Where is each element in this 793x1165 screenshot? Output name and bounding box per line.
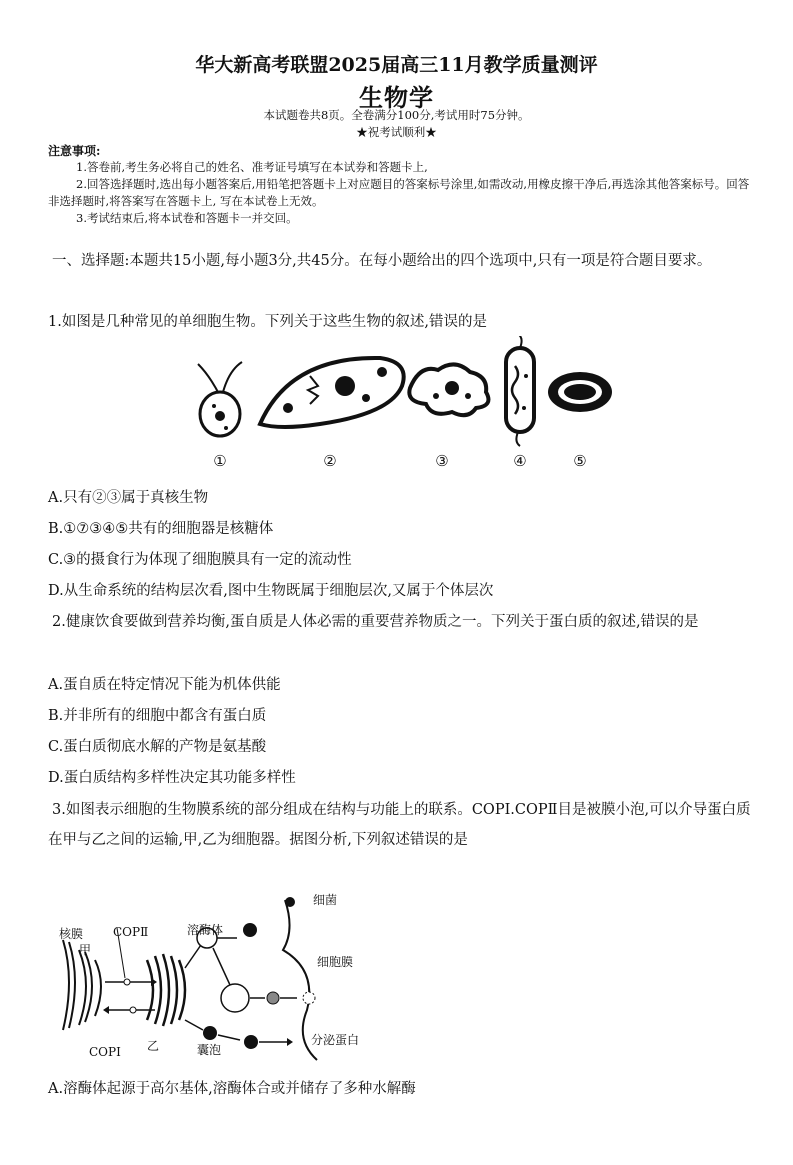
copi-arrowhead [103,1006,109,1014]
question-2-option-c: C.蛋白质彻底水解的产物是氨基酸 [48,739,267,755]
notice-item-2: 2.回答选择题时,选出每小题答案后,用铅笔把答题卡上对应题目的答案标号涂里,如需改动,用橡皮擦干净后,再选涂其他答案标号。回答非选择题时,将答案写在答题卡上, 写在本试卷上无效。 [48,177,750,208]
label-secretory-protein: 分泌蛋白 [311,1033,360,1047]
question-3-option-a: A.溶酶体起源于高尔基体,溶酶体合或并储存了多种水解酶 [48,1081,416,1097]
question-1-option-d: D.从生命系统的结构层次看,图中生物既属于细胞层次,又属于个体层次 [48,583,494,599]
label-cell-membrane: 细胞膜 [317,955,354,969]
label-bacteria: 细菌 [313,893,338,907]
notice-item-1: 1.答卷前,考生务必将自己的姓名、准考证号填写在本试券和答题卡上, [76,160,428,174]
label-vesicle: 囊泡 [197,1043,222,1057]
figure-label-3: ③ [435,452,449,470]
label-copi: COPⅠ [89,1045,121,1059]
exam-title: 华大新高考联盟2025届高三11月教学质量测评 [195,54,598,76]
exam-info: 本试题卷共8页。全卷满分100分,考试用时75分钟。 [263,108,530,122]
figure-label-1: ① [213,452,227,470]
question-1-stem: 1.如图是几种常见的单细胞生物。下列关于这些生物的叙述,错误的是 [48,314,487,330]
exam-wish: ★祝考试顺利★ [356,125,437,139]
label-jia: 甲 [79,943,92,957]
section-instructions: 一、选择题:本题共15小题,每小题3分,共45分。在每小题给出的四个选项中,只有一项是符合题目要求。 [52,253,712,269]
notice-heading: 注意事项: [48,144,101,158]
question-3-figure [55,890,385,1065]
organism-5-figure [548,372,612,412]
organism-1-figure [198,362,242,436]
label-yi: 乙 [147,1039,160,1053]
figure-label-5: ⑤ [573,452,587,470]
notice-item-3: 3.考试结束后,将本试卷和答题卡一并交回。 [76,211,298,225]
question-2-option-a: A.蛋自质在特定情况下能为机体供能 [48,677,281,693]
question-3-stem: 3.如图表示细胞的生物膜系统的部分组成在结构与功能上的联系。COPI.COPⅡ目是被膜小泡,可以介导蛋白质在甲与乙之间的运输,甲,乙为细胞器。据图分析,下列叙述错误的是 [48,802,751,848]
subject-title: 生物学 [359,83,434,112]
label-lysosome: 溶酶体 [187,923,224,937]
bacteria-figure [285,897,295,907]
vesicle-figure-2 [244,1035,258,1049]
bacteria-vesicle [243,923,257,937]
organism-4-figure [506,336,534,446]
question-2-stem: 2.健康饮食要做到营养均衡,蛋自质是人体必需的重要营养物质之一。下列关于蛋白质的叙述,错误的是 [52,614,699,630]
phagolysosome-figure [221,984,249,1012]
organism-2-figure [260,358,404,427]
vesicle-figure-1 [203,1026,217,1040]
question-1-option-b: B.①⑦③④⑤共有的细胞器是核糖体 [48,521,274,537]
question-2-option-b: B.并非所有的细胞中都含有蛋白质 [48,708,267,724]
question-1-option-c: C.③的摄食行为体现了细胞膜具有一定的流动性 [48,552,352,568]
label-nuclear-membrane: 核膜 [59,927,84,941]
organism-3-figure [409,364,488,415]
figure-label-4: ④ [513,452,527,470]
golgi-figure [147,954,185,1026]
question-1-option-a: A.只有②③属于真核生物 [48,490,209,506]
question-1-figure [170,336,630,476]
question-2-option-d: D.蛋白质结构多样性决定其功能多样性 [48,770,296,786]
figure-label-2: ② [323,452,337,470]
label-copii: COPⅡ [113,925,149,939]
